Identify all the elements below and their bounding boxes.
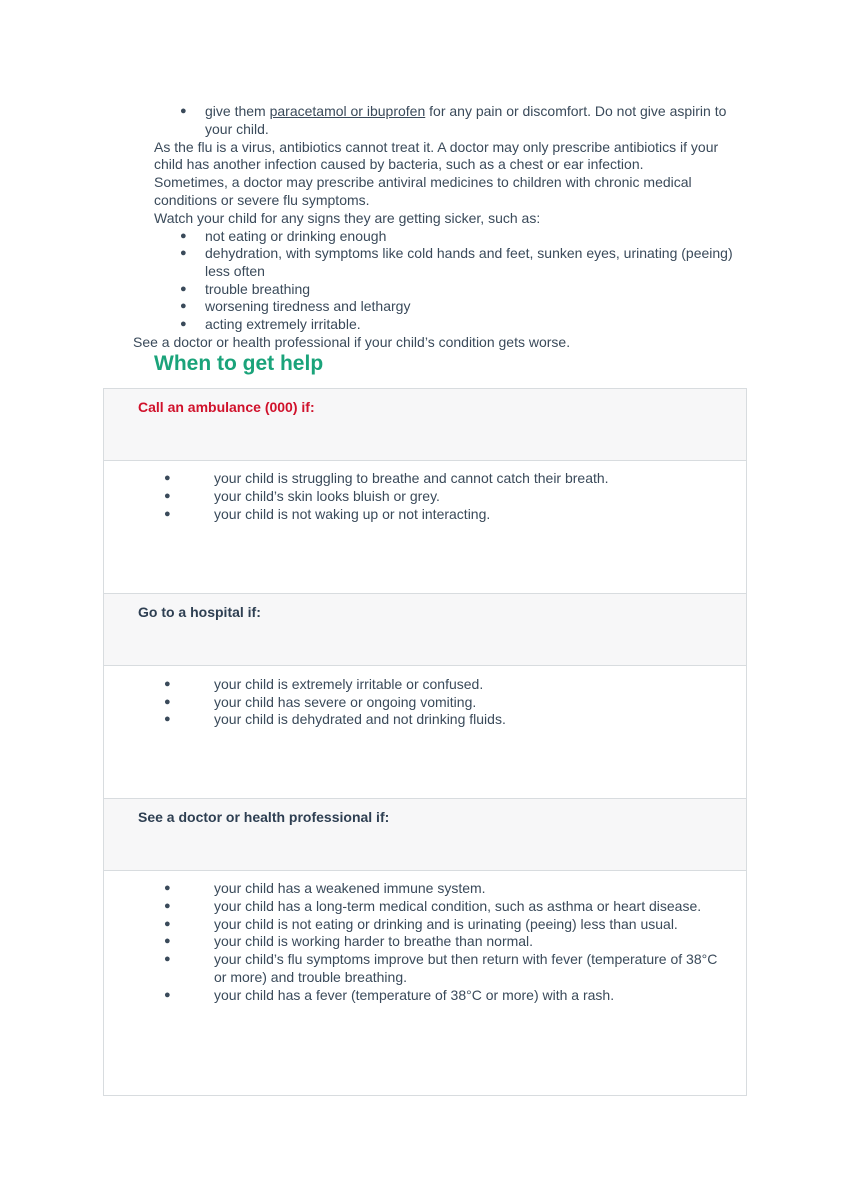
antiviral-paragraph-line1: Sometimes, a doctor may prescribe antiviral medicines to children with chronic medical — [154, 174, 692, 190]
bullet-icon: ● — [164, 713, 171, 725]
list-item: your child has a long-term medical condition, such as asthma or heart disease. — [214, 898, 702, 914]
list-item: your child is working harder to breathe than normal. — [214, 933, 534, 949]
list-item: your child’s skin looks bluish or grey. — [214, 488, 440, 504]
bullet-icon: ● — [180, 105, 187, 117]
section-title: When to get help — [154, 352, 324, 375]
list-item: your child is dehydrated and not drinking fluids. — [214, 711, 506, 727]
antiviral-paragraph-line2: conditions or severe flu symptoms. — [154, 192, 370, 208]
doctor-label: See a doctor or health professional if: — [138, 809, 390, 825]
antibiotics-paragraph-line2: child has another infection caused by bacteria, such as a chest or ear infection. — [154, 156, 644, 172]
list-item: your child is not waking up or not interacting. — [214, 506, 491, 522]
list-item: your child is extremely irritable or confused. — [214, 676, 484, 692]
bullet-icon: ● — [164, 678, 171, 690]
ambulance-label: Call an ambulance (000) if: — [138, 399, 315, 415]
bullet-icon: ● — [180, 283, 187, 295]
hospital-label: Go to a hospital if: — [138, 604, 261, 620]
bullet-icon: ● — [164, 953, 171, 965]
bullet-icon: ● — [180, 300, 187, 312]
doctor-header-row — [104, 799, 746, 871]
bullet-icon: ● — [164, 490, 171, 502]
bullet-icon: ● — [164, 472, 171, 484]
help-table — [103, 388, 747, 1096]
list-item: your child has a fever (temperature of 38°C or more) with a rash. — [214, 987, 615, 1003]
bullet-icon: ● — [164, 935, 171, 947]
watch-signs-intro: Watch your child for any signs they are getting sicker, such as: — [154, 210, 541, 226]
list-item: your child is not eating or drinking and is urinating (peeing) less than usual. — [214, 916, 678, 932]
list-item: your child has severe or ongoing vomiting. — [214, 694, 477, 710]
paracetamol-ibuprofen-link[interactable]: paracetamol or ibuprofen — [269, 103, 426, 119]
list-item: dehydration, with symptoms like cold hands and feet, sunken eyes, urinating (peeing) — [205, 245, 733, 261]
bullet-icon: ● — [180, 247, 187, 259]
list-item-cont: or more) and trouble breathing. — [214, 969, 407, 985]
paracetamol-suffix: for any pain or discomfort. Do not give aspirin to — [425, 103, 727, 119]
bullet-icon: ● — [164, 508, 171, 520]
list-item: trouble breathing — [205, 281, 311, 297]
bullet-icon: ● — [164, 918, 171, 930]
see-doctor-closing: See a doctor or health professional if your child’s condition gets worse. — [133, 334, 571, 350]
bullet-icon: ● — [180, 318, 187, 330]
ambulance-body-row — [104, 461, 746, 594]
ambulance-header-row — [104, 389, 746, 461]
antibiotics-paragraph-line1: As the flu is a virus, antibiotics cannot treat it. A doctor may only prescribe antibiotics if your — [154, 139, 719, 155]
bullet-icon: ● — [164, 882, 171, 894]
paracetamol-prefix: give them — [205, 103, 270, 119]
list-item: acting extremely irritable. — [205, 316, 361, 332]
list-item: worsening tiredness and lethargy — [205, 298, 411, 314]
bullet-icon: ● — [164, 900, 171, 912]
hospital-body-row — [104, 666, 746, 799]
paracetamol-advice-cont: your child. — [205, 121, 269, 137]
list-item-cont: less often — [205, 263, 265, 279]
list-item: not eating or drinking enough — [205, 228, 387, 244]
list-item: your child has a weakened immune system. — [214, 880, 486, 896]
hospital-header-row — [104, 594, 746, 666]
bullet-icon: ● — [180, 230, 187, 242]
paracetamol-advice — [205, 102, 726, 120]
bullet-icon: ● — [164, 989, 171, 1001]
list-item: your child is struggling to breathe and cannot catch their breath. — [214, 470, 609, 486]
list-item: your child’s flu symptoms improve but then return with fever (temperature of 38°C — [214, 951, 718, 967]
bullet-icon: ● — [164, 696, 171, 708]
doctor-body-row — [104, 871, 746, 1095]
